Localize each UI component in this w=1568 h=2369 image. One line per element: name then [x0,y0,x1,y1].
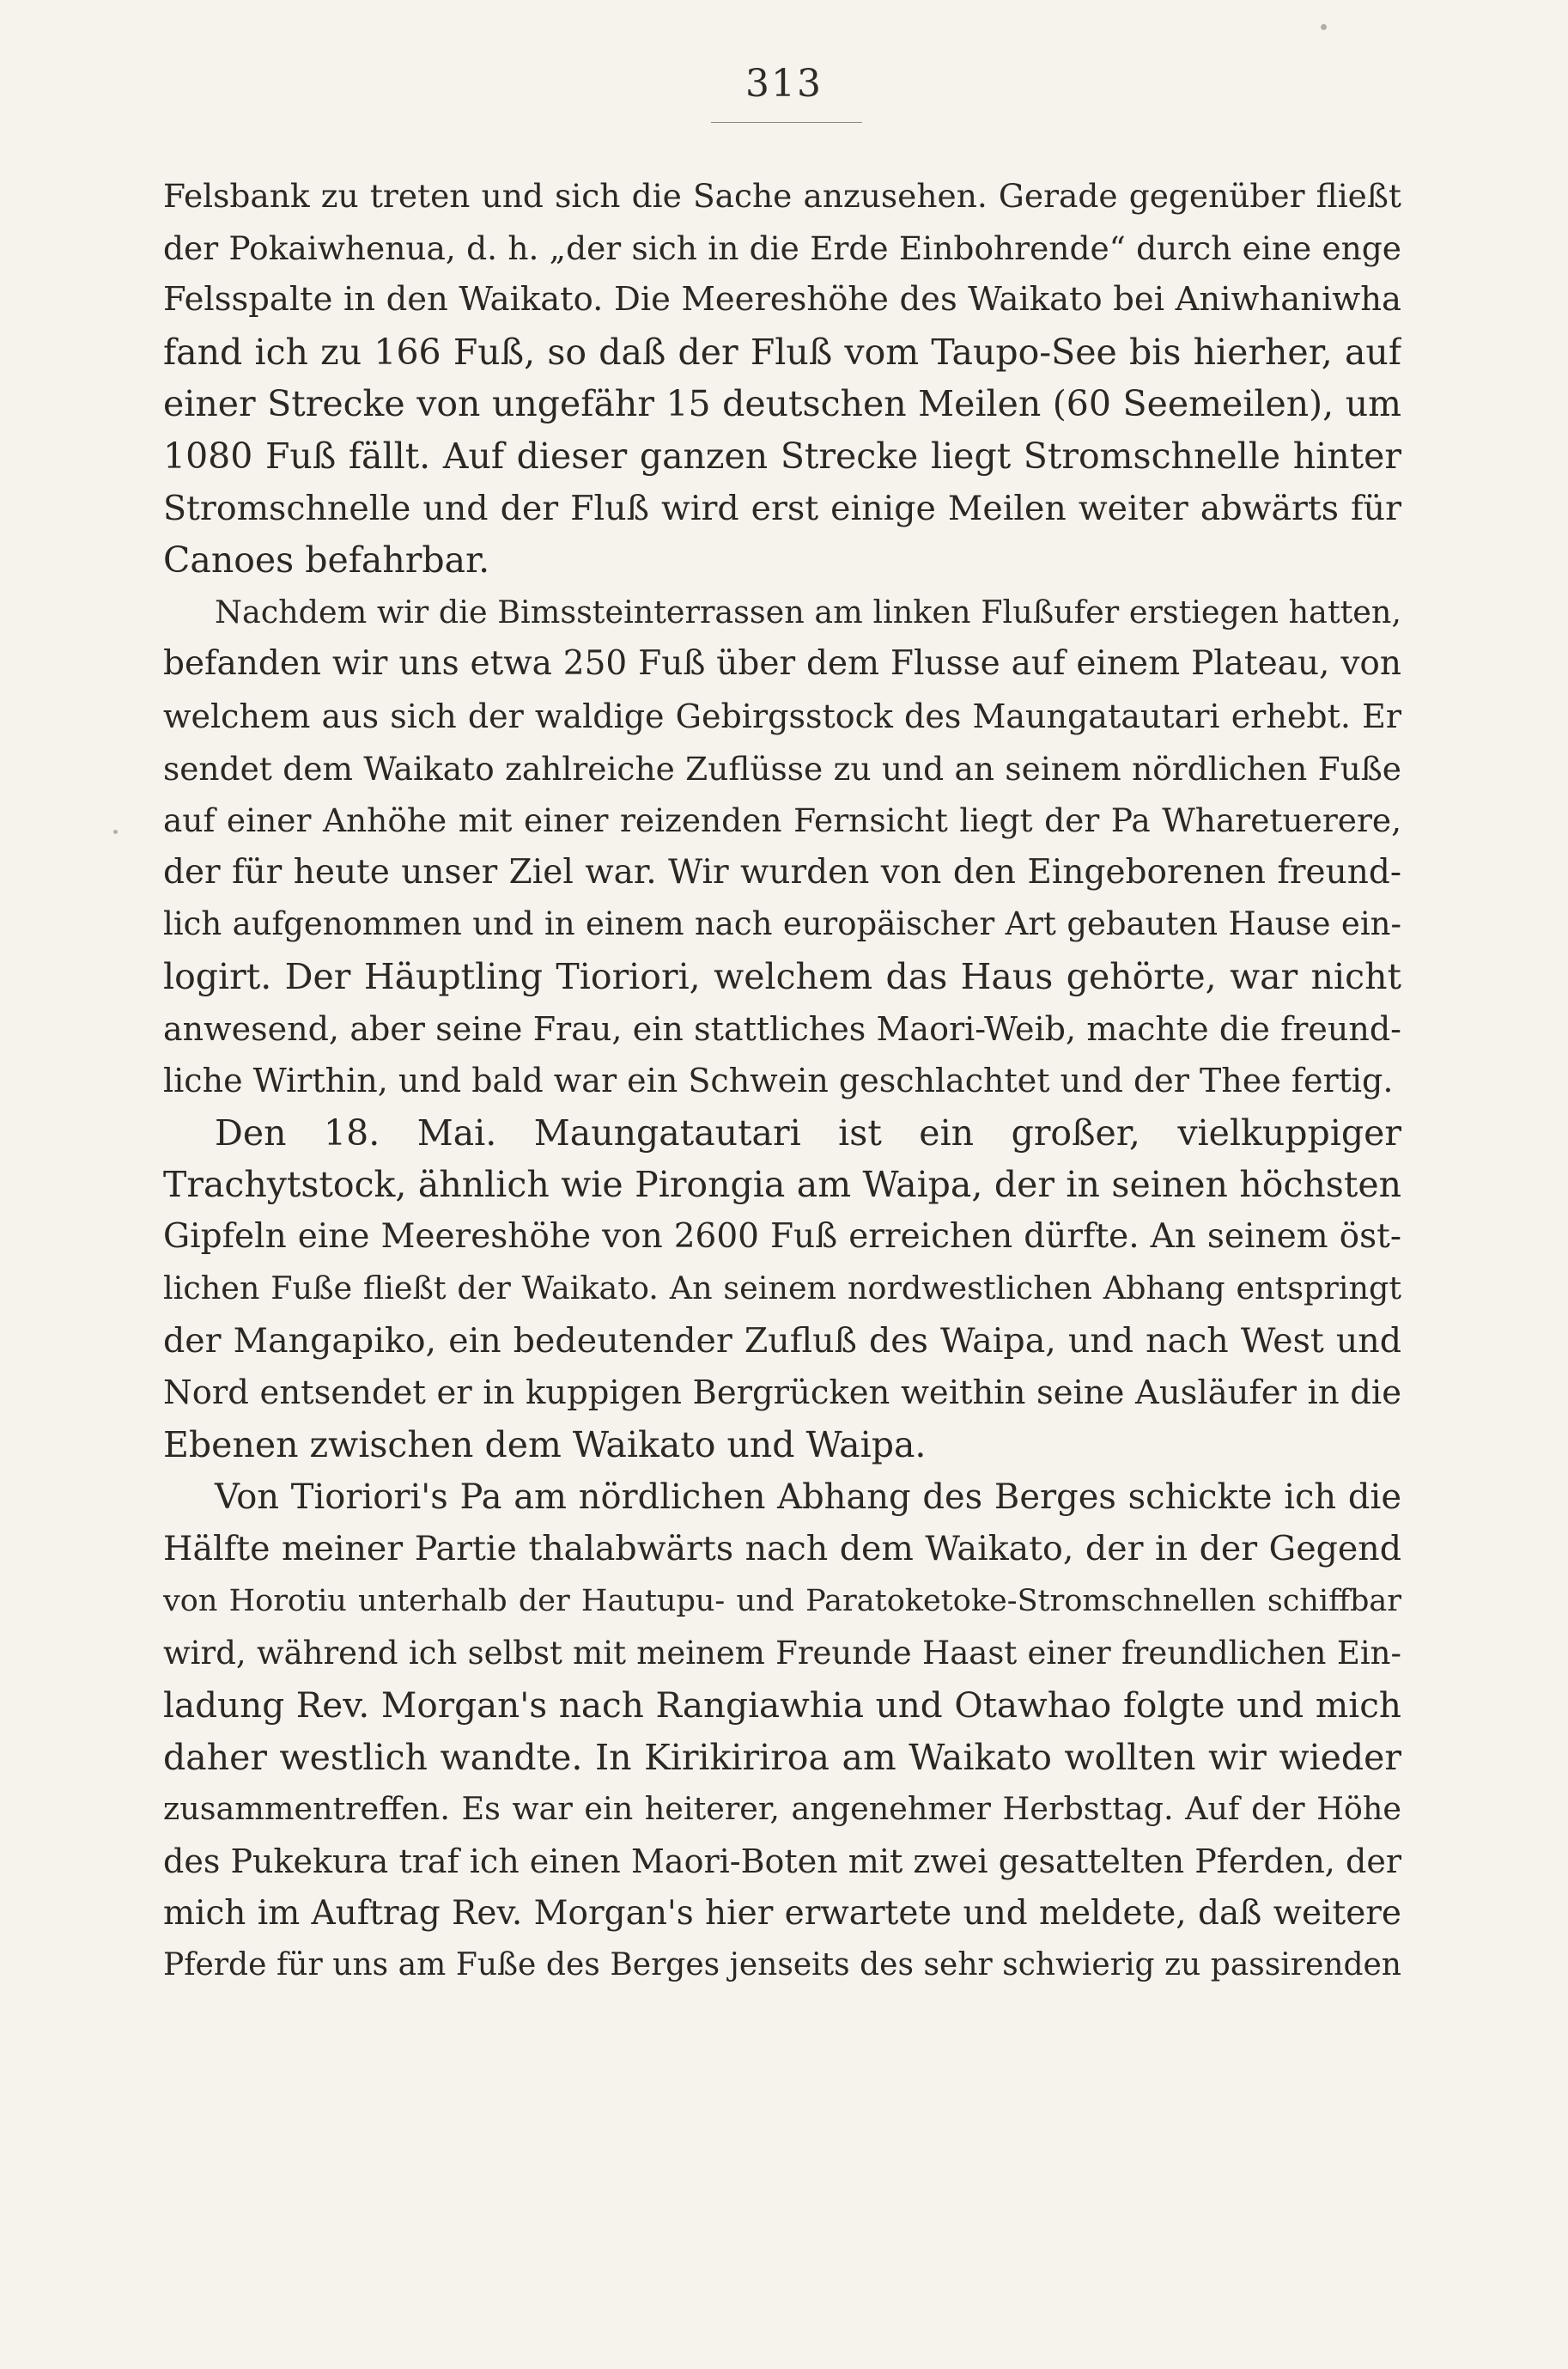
text-line: Trachytstock, ähnlich wie Pirongia am Waipa, der in seinen höchsten [163,1164,1401,1206]
text-line: Pferde für uns am Fuße des Berges jenseits des sehr schwierig zu passirenden [163,1947,1401,1983]
text-line: Stromschnelle und der Fluß wird erst einige Meilen weiter abwärts für [163,488,1401,528]
text-line: lich aufgenommen und in einem nach europäischer Art gebauten Hause ein- [163,905,1401,943]
text-line: der für heute unser Ziel war. Wir wurden von den Eingeborenen freund- [163,852,1401,892]
text-line: Canoes befahrbar. [163,539,490,582]
text-line: liche Wirthin, und bald war ein Schwein geschlachtet und der Thee fertig. [163,1062,1394,1100]
text-line: lichen Fuße fließt der Waikato. An seinem nordwestlichen Abhang entspringt [163,1270,1401,1307]
text-line: mich im Auftrag Rev. Morgan's hier erwartete und meldete, daß weitere [163,1893,1401,1933]
text-line: Gipfeln eine Meereshöhe von 2600 Fuß erreichen dürfte. An seinem öst- [163,1216,1401,1256]
text-line: zusammentreffen. Es war ein heiterer, angenehmer Herbsttag. Auf der Höhe [163,1790,1401,1828]
paper-speck [1321,24,1327,30]
text-line: Von Tioriori's Pa am nördlichen Abhang des Berges schickte ich die [215,1477,1401,1517]
text-line: Felsbank zu treten und sich die Sache anzusehen. Gerade gegenüber fließt [163,177,1401,215]
text-line: fand ich zu 166 Fuß, so daß der Fluß vom Taupo-See bis hierher, auf [163,331,1401,373]
text-line: Ebenen zwischen dem Waikato und Waipa. [163,1424,927,1466]
text-line: daher westlich wandte. In Kirikiriroa am Waikato wollten wir wieder [163,1736,1401,1778]
text-line: der Mangapiko, ein bedeutender Zufluß des Waipa, und nach West und [163,1321,1401,1361]
header-rule [711,122,862,123]
text-line: Hälfte meiner Partie thalabwärts nach dem Waikato, der in der Gegend [163,1529,1401,1569]
text-line: des Pukekura traf ich einen Maori-Boten mit zwei gesattelten Pferden, der [163,1842,1401,1880]
text-line: von Horotiu unterhalb der Hautupu- und Paratoketoke-Stromschnellen schiffbar [163,1584,1401,1619]
text-line: wird, während ich selbst mit meinem Freunde Haast einer freundlichen Ein- [163,1634,1401,1672]
text-line: 1080 Fuß fällt. Auf dieser ganzen Strecke liegt Stromschnelle hinter [163,435,1401,477]
text-line: Nord entsendet er in kuppigen Bergrücken weithin seine Ausläufer in die [163,1373,1401,1412]
text-line: auf einer Anhöhe mit einer reizenden Fernsicht liegt der Pa Wharetuerere, [163,801,1401,840]
text-line: sendet dem Waikato zahlreiche Zuflüsse zu und an seinem nördlichen Fuße [163,749,1401,788]
text-line: Nachdem wir die Bimssteinterrassen am linken Flußufer erstiegen hatten, [215,593,1401,630]
text-line: Felsspalte in den Waikato. Die Meereshöhe des Waikato bei Aniwhaniwha [163,280,1401,320]
text-line: befanden wir uns etwa 250 Fuß über dem Flusse auf einem Plateau, von [163,644,1401,684]
text-line: logirt. Der Häuptling Tioriori, welchem das Haus gehörte, war nicht [163,955,1401,997]
text-line: Den 18. Mai. Maungatautari ist ein großer, vielkuppiger [215,1111,1401,1154]
text-line: einer Strecke von ungefähr 15 deutschen Meilen (60 Seemeilen), um [163,383,1401,425]
paper-speck [113,830,118,834]
text-line: anwesend, aber seine Frau, ein stattliches Maori-Weib, machte die freund- [163,1009,1401,1048]
text-line: ladung Rev. Morgan's nach Rangiawhia und Otawhao folgte und mich [163,1684,1401,1727]
text-line: der Pokaiwhenua, d. h. „der sich in die Erde Einbohrende“ durch eine enge [163,228,1401,267]
body-text [163,170,1401,1992]
text-line: welchem aus sich der waldige Gebirgsstock des Maungatautari erhebt. Er [163,697,1401,735]
page-number: 313 [745,62,823,106]
